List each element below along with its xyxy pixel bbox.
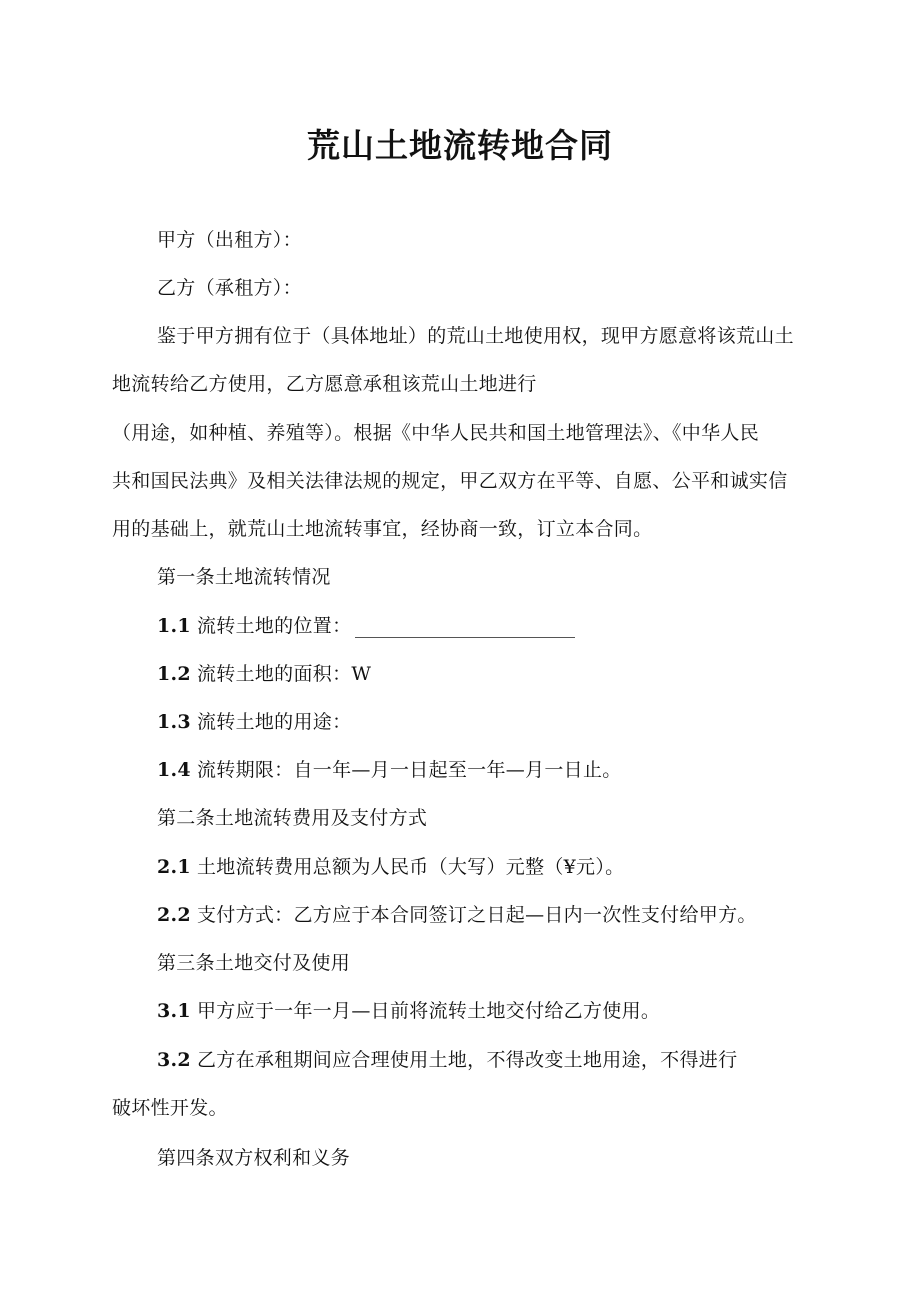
clause-line <box>157 758 622 782</box>
clause-text: 流转土地的用途： <box>196 711 352 733</box>
document-title: 荒山土地流转地合同 <box>307 126 613 165</box>
clause-number: 1.3 <box>157 711 191 733</box>
party-a-line: 甲方（出租方）： <box>157 229 302 251</box>
article-heading: 第一条土地流转情况 <box>157 566 331 588</box>
clause-line <box>157 855 624 879</box>
party-b-line: 乙方（承租方）： <box>157 277 302 299</box>
clause-text: 流转土地的位置： <box>196 615 352 637</box>
clause-text: 甲方应于一年一月—日前将流转土地交付给乙方使用。 <box>196 1000 661 1022</box>
clause-number: 2.2 <box>157 904 191 926</box>
clause-line <box>157 903 757 927</box>
fill-in-blank-line <box>355 619 575 638</box>
clause-line <box>157 1048 737 1072</box>
preamble-line: 地流转给乙方使用，乙方愿意承租该荒山土地进行 <box>112 373 537 395</box>
article-heading: 第三条土地交付及使用 <box>157 952 351 974</box>
preamble-line: 鉴于甲方拥有位于（具体地址）的荒山土地使用权，现甲方愿意将该荒山土 <box>157 325 794 347</box>
preamble-line: （用途，如种植、养殖等）。根据《中华人民共和国土地管理法》、《中华人民 <box>112 422 760 444</box>
clause-number: 1.4 <box>157 759 191 781</box>
preamble-line: 用的基础上，就荒山土地流转事宜，经协商一致，订立本合同。 <box>112 518 653 540</box>
clause-number: 1.1 <box>157 615 191 637</box>
clause-continuation: 破坏性开发。 <box>112 1097 228 1119</box>
preamble-line: 共和国民法典》及相关法律法规的规定，甲乙双方在平等、自愿、公平和诚实信 <box>112 470 788 492</box>
clause-number: 3.2 <box>157 1049 191 1071</box>
clause-text: 流转土地的面积：W <box>196 663 372 685</box>
article-heading: 第四条双方权利和义务 <box>157 1147 351 1169</box>
article-heading: 第二条土地流转费用及支付方式 <box>157 807 428 829</box>
clause-line <box>157 614 575 638</box>
clause-line <box>157 662 371 686</box>
clause-text: 支付方式：乙方应于本合同签订之日起—日内一次性支付给甲方。 <box>196 904 757 926</box>
clause-line <box>157 710 351 734</box>
clause-text: 流转期限：自一年—月一日起至一年—月一日止。 <box>196 759 622 781</box>
clause-number: 3.1 <box>157 1000 191 1022</box>
clause-number: 2.1 <box>157 856 191 878</box>
clause-text: 乙方在承租期间应合理使用土地，不得改变土地用途，不得进行 <box>196 1049 738 1071</box>
clause-text: 土地流转费用总额为人民币（大写）元整（¥元）。 <box>196 856 625 878</box>
clause-line <box>157 999 660 1023</box>
clause-number: 1.2 <box>157 663 191 685</box>
